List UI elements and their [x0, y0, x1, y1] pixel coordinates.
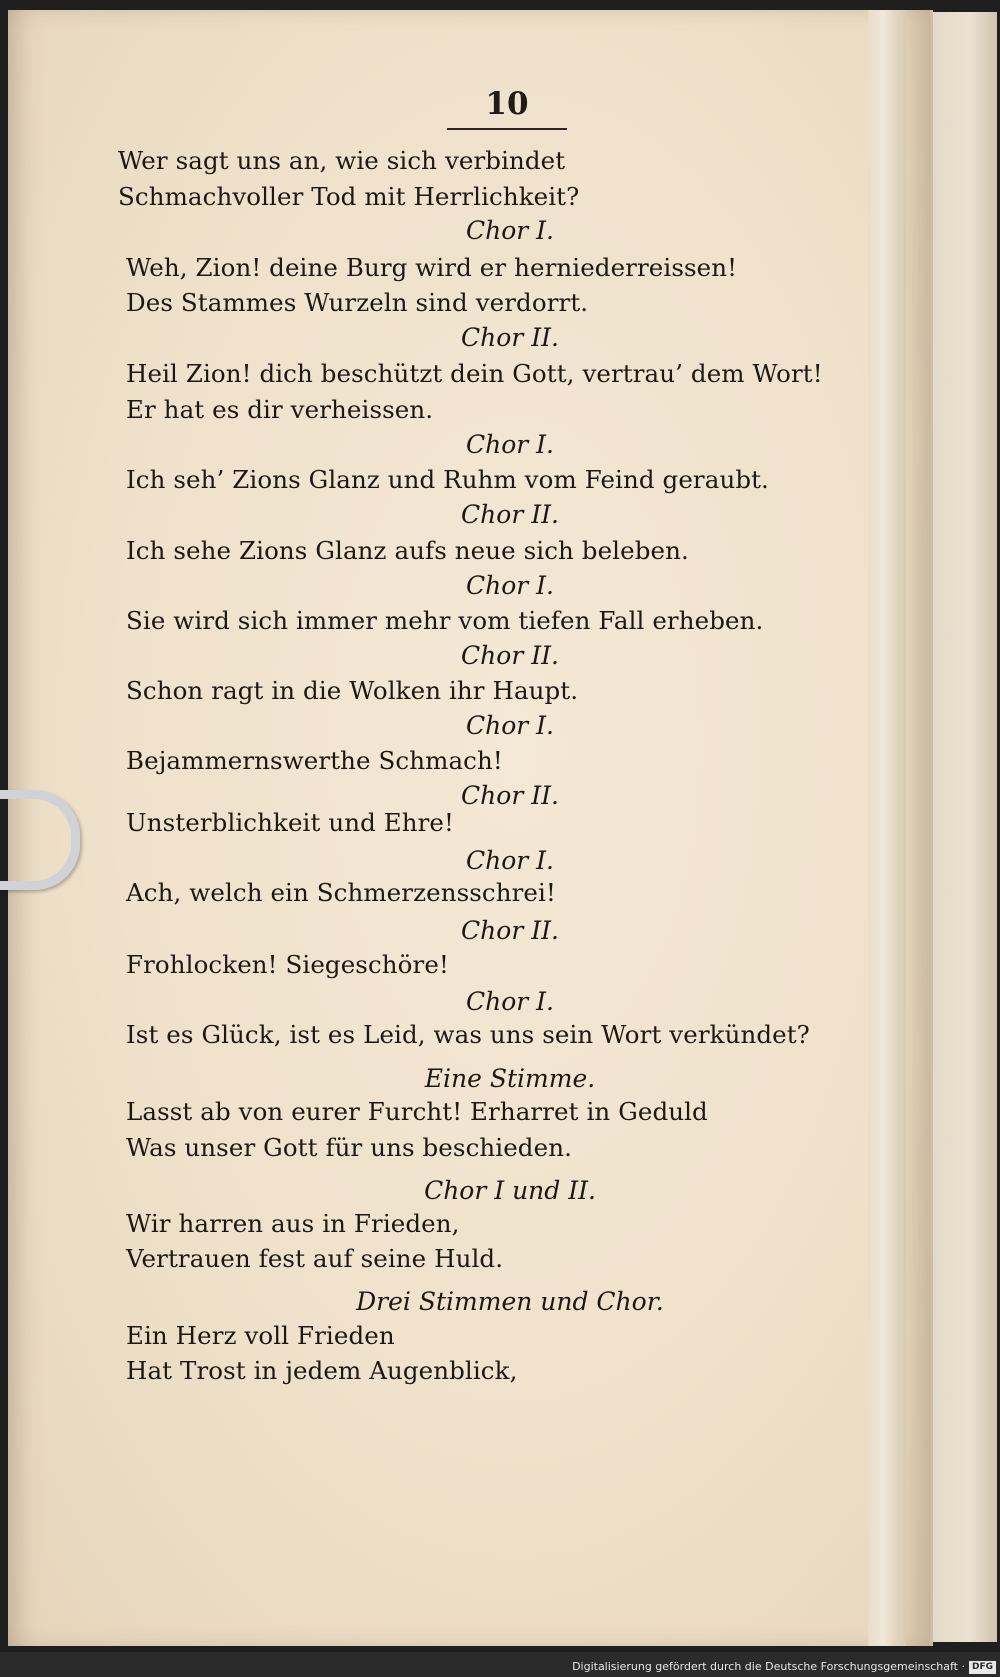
verse-line: Was unser Gott für uns beschieden. — [126, 1133, 572, 1162]
verse-line: Ach, welch ein Schmerzensschrei! — [126, 878, 556, 907]
speaker-heading: Chor II. — [461, 641, 559, 670]
speaker-heading: Chor I. — [465, 430, 554, 459]
verse-line: Heil Zion! dich beschützt dein Gott, vertrau’ dem Wort! — [126, 359, 823, 388]
verse-line: Schmachvoller Tod mit Herrlichkeit? — [118, 182, 580, 211]
verse-line: Ein Herz voll Frieden — [126, 1321, 395, 1350]
page-edge — [868, 10, 906, 1646]
verse-line: Unsterblichkeit und Ehre! — [126, 808, 454, 837]
speaker-heading: Chor I. — [465, 216, 554, 245]
verse-line: Wer sagt uns an, wie sich verbindet — [118, 146, 566, 175]
verse-line: Des Stammes Wurzeln sind verdorrt. — [126, 288, 589, 317]
verse-line: Hat Trost in jedem Augenblick, — [126, 1356, 518, 1385]
page-number-rule — [447, 128, 567, 130]
verse-line: Sie wird sich immer mehr vom tiefen Fall erheben. — [126, 606, 764, 635]
verse-line: Frohlocken! Siegeschöre! — [126, 950, 449, 979]
speaker-heading: Chor II. — [461, 323, 559, 352]
speaker-heading: Chor I. — [465, 711, 554, 740]
verse-line: Bejammernswerthe Schmach! — [126, 746, 503, 775]
verse-line: Ich sehe Zions Glanz aufs neue sich beleben. — [126, 536, 689, 565]
verse-line: Ist es Glück, ist es Leid, was uns sein Wort verkündet? — [126, 1020, 810, 1049]
verse-line: Er hat es dir verheissen. — [126, 395, 434, 424]
speaker-heading: Chor I. — [465, 846, 554, 875]
dfg-logo: DFG — [969, 1661, 996, 1674]
speaker-heading: Eine Stimme. — [424, 1064, 596, 1093]
verse-line: Vertrauen fest auf seine Huld. — [126, 1244, 504, 1273]
speaker-heading: Chor II. — [461, 916, 559, 945]
speaker-heading: Chor I. — [465, 987, 554, 1016]
footer-credit — [572, 1657, 996, 1677]
speaker-heading: Drei Stimmen und Chor. — [356, 1287, 664, 1316]
speaker-heading: Chor II. — [461, 500, 559, 529]
verse-line: Lasst ab von eurer Furcht! Erharret in Geduld — [126, 1097, 708, 1126]
speaker-heading: Chor I. — [465, 571, 554, 600]
verse-line: Weh, Zion! deine Burg wird er herniederreissen! — [126, 253, 738, 282]
page-number: 10 — [485, 86, 529, 122]
speaker-heading: Chor I und II. — [424, 1176, 596, 1205]
speaker-heading: Chor II. — [461, 781, 559, 810]
verse-line: Ich seh’ Zions Glanz und Ruhm vom Feind geraubt. — [126, 465, 769, 494]
footer-text: Digitalisierung gefördert durch die Deutsche Forschungsgemeinschaft · — [572, 1660, 965, 1673]
verse-line: Schon ragt in die Wolken ihr Haupt. — [126, 676, 579, 705]
verse-line: Wir harren aus in Frieden, — [126, 1209, 460, 1238]
